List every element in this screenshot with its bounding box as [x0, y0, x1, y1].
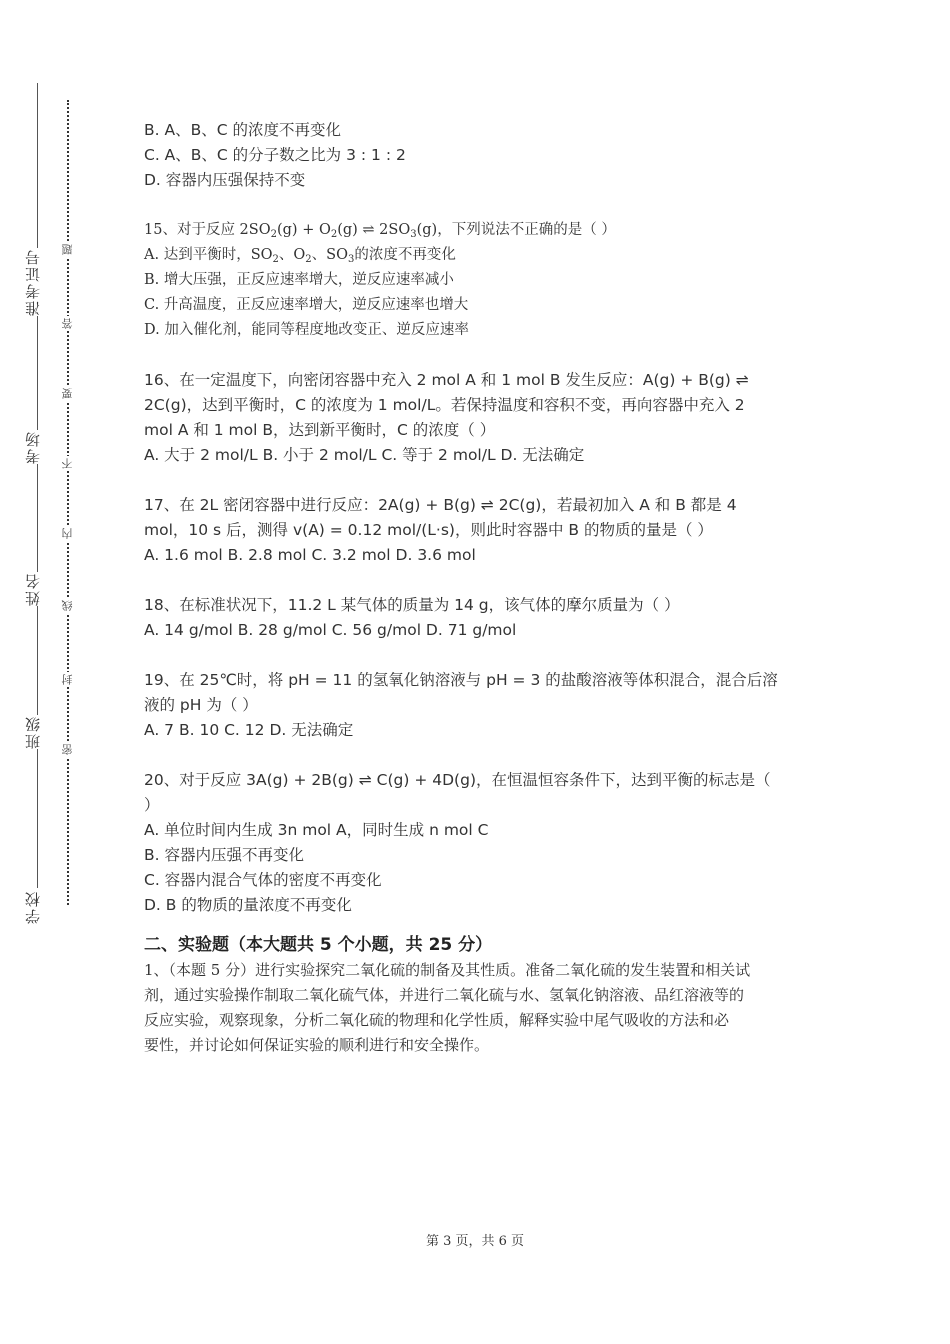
q16-line: 2C(g)，达到平衡时，C 的浓度为 1 mol/L。若保持温度和容积不变，再向容器中充入 2: [144, 396, 745, 414]
q18-options: A. 14 g/mol B. 28 g/mol C. 56 g/mol D. 71 g/mol: [144, 621, 517, 639]
seal-char-xian: 线: [61, 600, 74, 611]
q14-option-c: C. A、B、C 的分子数之比为 3 : 1 : 2: [144, 146, 406, 164]
q20-line: 20、对于反应 3A(g) + 2B(g) ⇌ C(g) + 4D(g)，在恒温恒容条件下，达到平衡的标志是（: [144, 771, 771, 789]
experiment-q1-line: 反应实验，观察现象，分析二氧化硫的物理和化学性质，解释实验中尾气吸收的方法和必: [144, 1011, 730, 1029]
q20-option-c: C. 容器内混合气体的密度不再变化: [144, 871, 382, 889]
q20-option-d: D. B 的物质的量浓度不再变化: [144, 896, 352, 914]
q15-option-a: A. 达到平衡时，$SO_2$、$O_2$、$SO_3$的浓度不再变化: [144, 247, 456, 265]
seal-char-ti: 题: [61, 244, 74, 255]
exam-number-label: 准考证号: [22, 248, 52, 316]
q16-options: A. 大于 2 mol/L B. 小于 2 mol/L C. 等于 2 mol/L D. 无法确定: [144, 446, 585, 464]
page-content: [144, 118, 814, 1058]
q18-line: 18、在标准状况下，11.2 L 某气体的质量为 14 g，该气体的摩尔质量为（ ）: [144, 596, 680, 614]
question-15: [144, 218, 814, 343]
experiment-q1-line: 要性，并讨论如何保证实验的顺利进行和安全操作。: [144, 1036, 490, 1054]
seal-char-feng: 封: [61, 674, 74, 685]
seal-dotted-line: [67, 100, 69, 905]
question-20: [144, 768, 814, 918]
experiment-q1-line: 剂，通过实验操作制取二氧化硫气体，并进行二氧化硫与水、氢氧化钠溶液、品红溶液等的: [144, 986, 745, 1004]
seal-char-nei: 内: [61, 528, 74, 539]
seal-char-yao: 要: [61, 388, 74, 399]
question-19: [144, 668, 814, 743]
question-16: [144, 368, 814, 468]
seal-char-bu: 不: [61, 458, 74, 469]
q15-option-b: B. 增大压强，正反应速率增大，逆反应速率减小: [144, 272, 454, 288]
q16-line: mol A 和 1 mol B，达到新平衡时，C 的浓度（ ）: [144, 421, 496, 439]
section-2-heading: 二、实验题（本大题共 5 个小题，共 25 分）: [144, 935, 493, 955]
seal-char-mi: 密: [61, 744, 74, 755]
q17-line: 17、在 2L 密闭容器中进行反应：2A(g) + B(g) ⇌ 2C(g)，若最初加入 A 和 B 都是 4: [144, 496, 737, 514]
binding-solid-line: [37, 83, 38, 888]
question-14-tail: [144, 118, 814, 193]
exam-room-label: 考场: [22, 430, 52, 464]
q14-option-b: B. A、B、C 的浓度不再变化: [144, 121, 341, 139]
q19-options: A. 7 B. 10 C. 12 D. 无法确定: [144, 721, 354, 739]
q19-line: 液的 pH 为（ ）: [144, 696, 258, 714]
seal-char-da: 答: [61, 318, 74, 329]
school-label: 学校: [22, 890, 52, 924]
q15-option-d: D. 加入催化剂，能同等程度地改变正、逆反应速率: [144, 322, 469, 338]
q20-option-a: A. 单位时间内生成 3n mol A，同时生成 n mol C: [144, 821, 489, 839]
q14-option-d: D. 容器内压强保持不变: [144, 171, 306, 189]
name-label: 姓名: [22, 572, 52, 606]
section-2: [144, 932, 814, 1058]
q17-line: mol，10 s 后，测得 v(A) = 0.12 mol/(L·s)，则此时容器中 B 的物质的量是（ ）: [144, 521, 713, 539]
q15-stem: 15、对于反应 $2SO_2(g) + O_2(g)$ ⇌ $2SO_3(g)$，下列说法不正确的是（ ）: [144, 222, 616, 240]
page-footer: 第 3 页，共 6 页: [425, 1234, 525, 1249]
q20-option-b: B. 容器内压强不再变化: [144, 846, 304, 864]
class-label: 班级: [22, 715, 52, 749]
q17-options: A. 1.6 mol B. 2.8 mol C. 3.2 mol D. 3.6 mol: [144, 546, 476, 564]
q15-option-c: C. 升高温度，正反应速率增大，逆反应速率也增大: [144, 297, 469, 313]
question-17: [144, 493, 814, 568]
q20-line: ）: [144, 796, 160, 814]
experiment-q1-line: 1、（本题 5 分）进行实验探究二氧化硫的制备及其性质。准备二氧化硫的发生装置和相关试: [144, 961, 751, 979]
q16-line: 16、在一定温度下，向密闭容器中充入 2 mol A 和 1 mol B 发生反应：A(g) + B(g) ⇌: [144, 371, 749, 389]
q19-line: 19、在 25℃时，将 pH = 11 的氢氧化钠溶液与 pH = 3 的盐酸溶液等体积混合，混合后溶: [144, 671, 778, 689]
question-18: [144, 593, 814, 643]
